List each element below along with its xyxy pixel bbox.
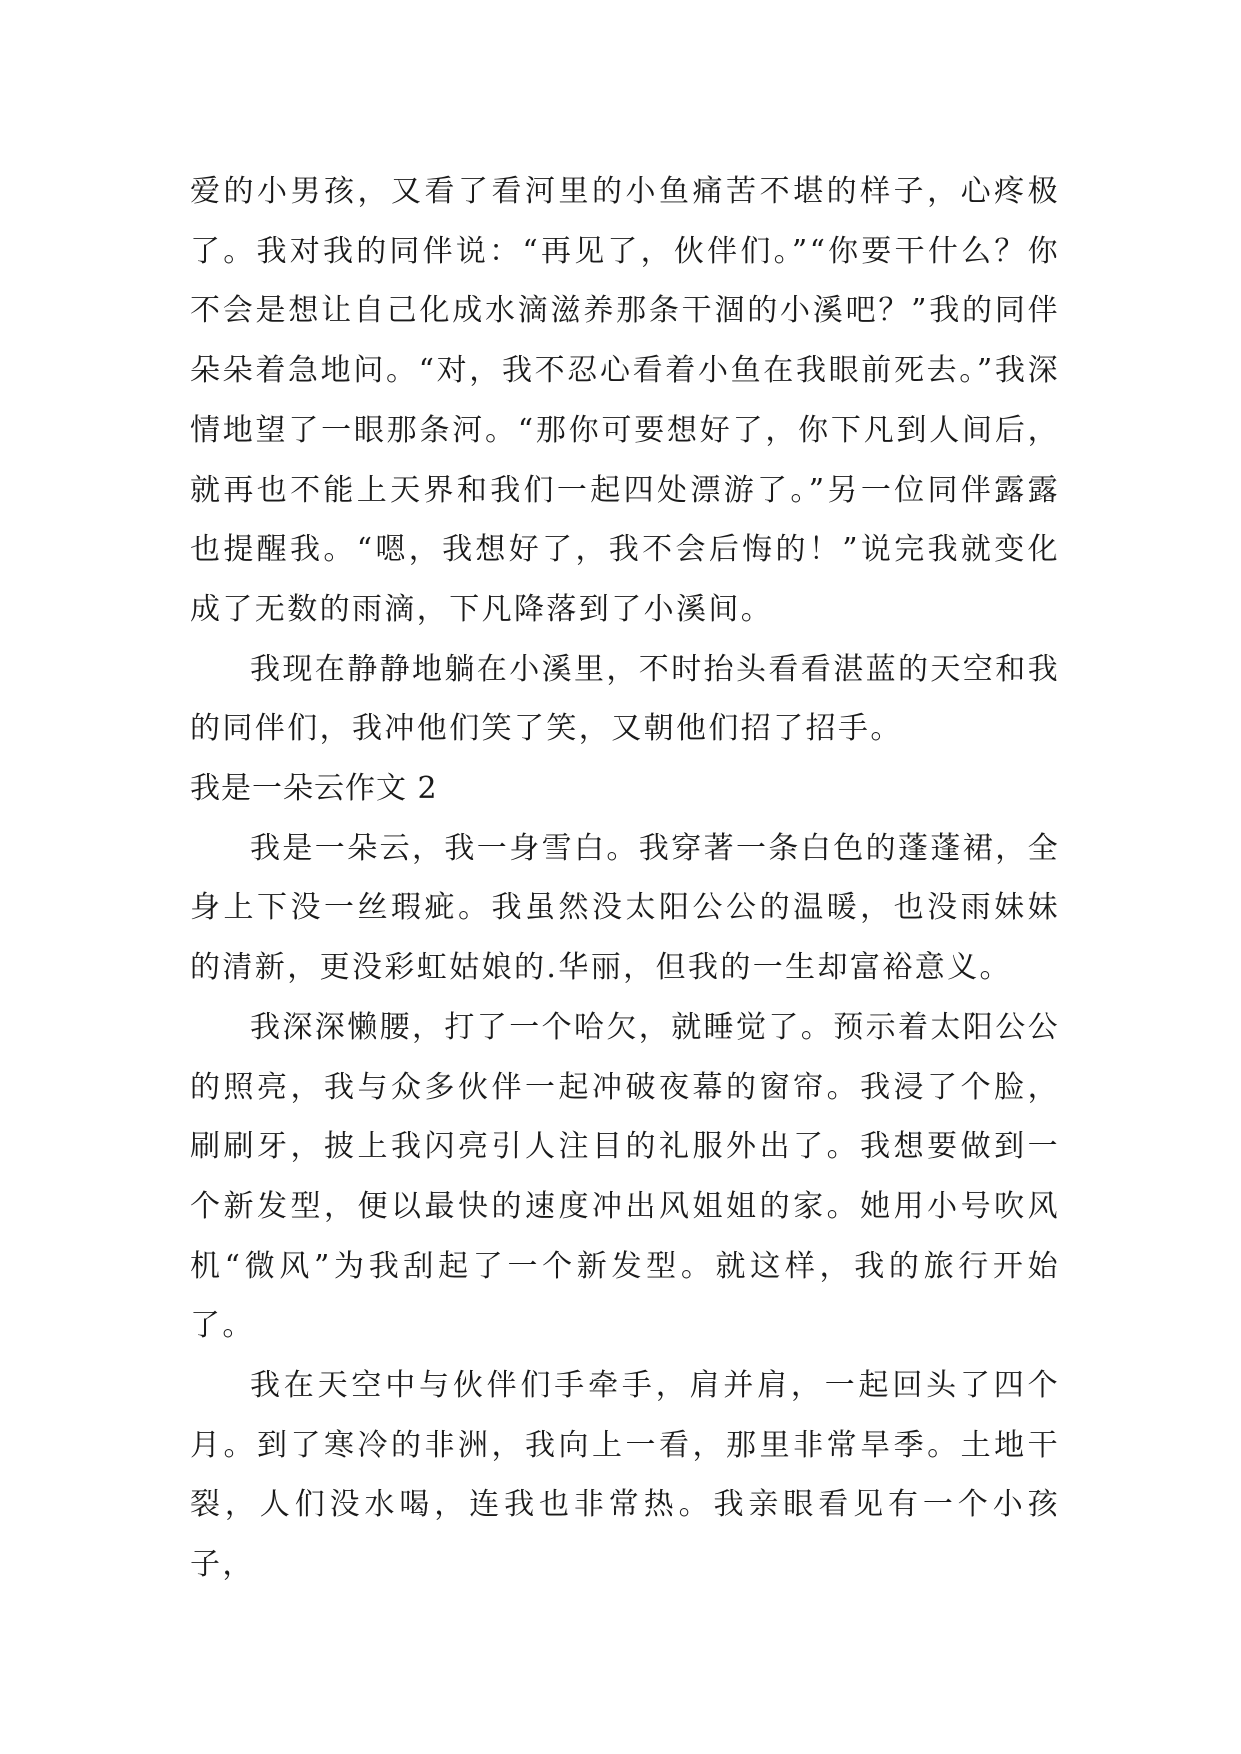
- body-paragraph: 我是一朵云，我一身雪白。我穿著一条白色的蓬蓬裙，全身上下没一丝瑕疵。我虽然没太阳公公的温暖，也没雨妹妹的清新，更没彩虹姑娘的.华丽，但我的一生却富裕意义。: [190, 830, 1060, 986]
- body-paragraph: 我现在静静地躺在小溪里，不时抬头看看湛蓝的天空和我的同伴们，我冲他们笑了笑，又朝他们招了招手。: [190, 651, 1060, 747]
- document-body: [190, 162, 1060, 1595]
- body-paragraph: 我深深懒腰，打了一个哈欠，就睡觉了。预示着太阳公公的照亮，我与众多伙伴一起冲破夜幕的窗帘。我浸了个脸，刷刷牙，披上我闪亮引人注目的礼服外出了。我想要做到一个新发型，便以最快的速度冲出风姐姐的家。她用小号吹风机“微风”为我刮起了一个新发型。就这样，我的旅行开始了。: [190, 1009, 1060, 1344]
- body-paragraph: 我在天空中与伙伴们手牵手，肩并肩，一起回头了四个月。到了寒冷的非洲，我向上一看，那里非常旱季。土地干裂，人们没水喝，连我也非常热。我亲眼看见有一个小孩子，: [190, 1368, 1060, 1583]
- section-heading: 我是一朵云作文 2: [190, 771, 438, 807]
- body-paragraph: 爱的小男孩，又看了看河里的小鱼痛苦不堪的样子，心疼极了。我对我的同伴说：“再见了，伙伴们。”“你要干什么？你不会是想让自己化成水滴滋养那条干涸的小溪吧？”我的同伴朵朵着急地问。“对，我不忍心看着小鱼在我眼前死去。”我深情地望了一眼那条河。“那你可要想好了，你下凡到人间后，就再也不能上天界和我们一起四处漂游了。”另一位同伴露露也提醒我。“嗯，我想好了，我不会后悔的！”说完我就变化成了无数的雨滴，下凡降落到了小溪间。: [190, 174, 1060, 627]
